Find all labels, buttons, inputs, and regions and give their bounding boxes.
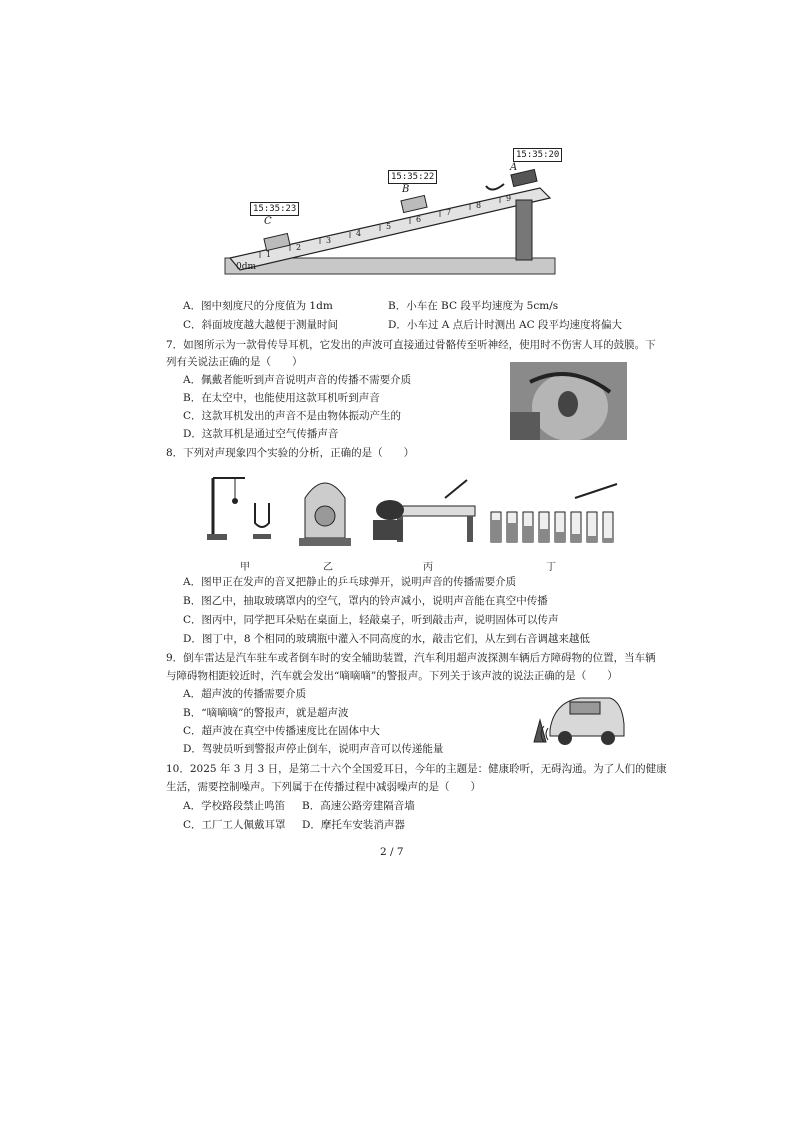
q8-stem: 8．下列对声现象四个实验的分析，正确的是（ ） [166,447,415,459]
fig-label-ding: 丁 [546,562,556,573]
ruler-tick-7: 7 [446,208,452,217]
ruler-tick-1: 1 [266,250,272,259]
ruler-tick-3: 3 [326,236,332,245]
q9-option-d: D．驾驶员听到警报声停止倒车，说明声音可以传递能量 [183,743,444,755]
q9-stem-line2: 与障碍物相距较近时，汽车就会发出“嘀嘀嘀”的警报声。下列关于该声波的说法正确的是（ ） [166,670,618,682]
q9-option-c: C．超声波在真空中传播速度比在固体中大 [183,725,381,737]
q9-stem-line1: 9．倒车雷达是汽车驻车或者倒车时的安全辅助装置，汽车利用超声波探测车辆后方障碍物的位置，当车辆 [166,652,656,664]
ruler-tick-4: 4 [356,229,362,238]
timestamp-a: 15:35:20 [513,148,562,162]
q10-stem-line1: 10．2025 年 3 月 3 日，是第二十六个全国爱耳日，今年的主题是：健康聆听，无碍沟通。为了人们的健康 [166,763,667,775]
q8-figures [205,468,625,554]
q9-option-b: B．“嘀嘀嘀”的警报声，就是超声波 [183,707,349,719]
ruler-tick-6: 6 [416,215,422,224]
q9-option-a: A．超声波的传播需要介质 [183,688,307,700]
fig-label-jia: 甲 [240,562,250,573]
q7-option-a: A．佩戴者能听到声音说明声音的传播不需要介质 [183,374,412,386]
timestamp-b: 15:35:22 [388,170,437,184]
point-b-label: B [402,184,410,195]
q8-option-d: D．图丁中，8 个相同的玻璃瓶中灌入不同高度的水，敲击它们，从左到右音调越来越低 [183,633,590,645]
q10-option-b: B．高速公路旁建隔音墙 [302,800,415,812]
point-a-label: A [510,162,518,173]
q6-option-a: A．图中刻度尺的分度值为 1dm [183,300,333,312]
q10-option-c: C．工厂工人佩戴耳罩 [183,819,286,831]
point-c-label: C [264,216,272,227]
page-number: 2 / 7 [380,846,404,858]
q7-option-d: D．这款耳机是通过空气传播声音 [183,428,339,440]
earphone-photo [510,362,627,440]
parking-car-photo [530,680,626,750]
q8-option-c: C．图丙中，同学把耳朵贴在桌面上，轻敲桌子，听到敲击声，说明固体可以传声 [183,614,559,626]
fig-label-bing: 丙 [423,562,433,573]
q6-option-d: D．小车过 A 点后计时测出 AC 段平均速度将偏大 [388,319,622,331]
ruler-unit-label: 0dm [236,262,257,272]
q8-option-a: A．图甲正在发声的音叉把静止的乒乓球弹开，说明声音的传播需要介质 [183,576,517,588]
ruler-tick-2: 2 [296,243,302,252]
q8-experiment-drawings [205,468,625,554]
q10-option-d: D．摩托车安装消声器 [302,819,405,831]
q7-option-c: C．这款耳机发出的声音不是由物体振动产生的 [183,410,402,422]
q6-option-c: C．斜面坡度越大越便于测量时间 [183,319,339,331]
q10-stem-line2: 生活，需要控制噪声。下列属于在传播过程中减弱噪声的是（ ） [166,781,481,793]
timestamp-c: 15:35:23 [250,202,299,216]
q6-option-b: B．小车在 BC 段平均速度为 5cm/s [388,300,559,312]
fig-label-yi: 乙 [323,562,333,573]
ruler-tick-5: 5 [386,222,392,231]
ruler-tick-9: 9 [506,194,512,203]
q10-option-a: A．学校路段禁止鸣笛 [183,800,286,812]
q7-stem-line1: 7．如图所示为一款骨传导耳机，它发出的声波可直接通过骨骼传至听神经，使用时不伤害人耳的鼓膜。下 [166,339,656,351]
q7-option-b: B．在太空中，也能使用这款耳机听到声音 [183,392,380,404]
q7-stem-line2: 列有关说法正确的是（ ） [166,356,303,368]
ruler-tick-8: 8 [476,201,482,210]
q8-option-b: B．图乙中，抽取玻璃罩内的空气，罩内的铃声减小，说明声音能在真空中传播 [183,595,548,607]
